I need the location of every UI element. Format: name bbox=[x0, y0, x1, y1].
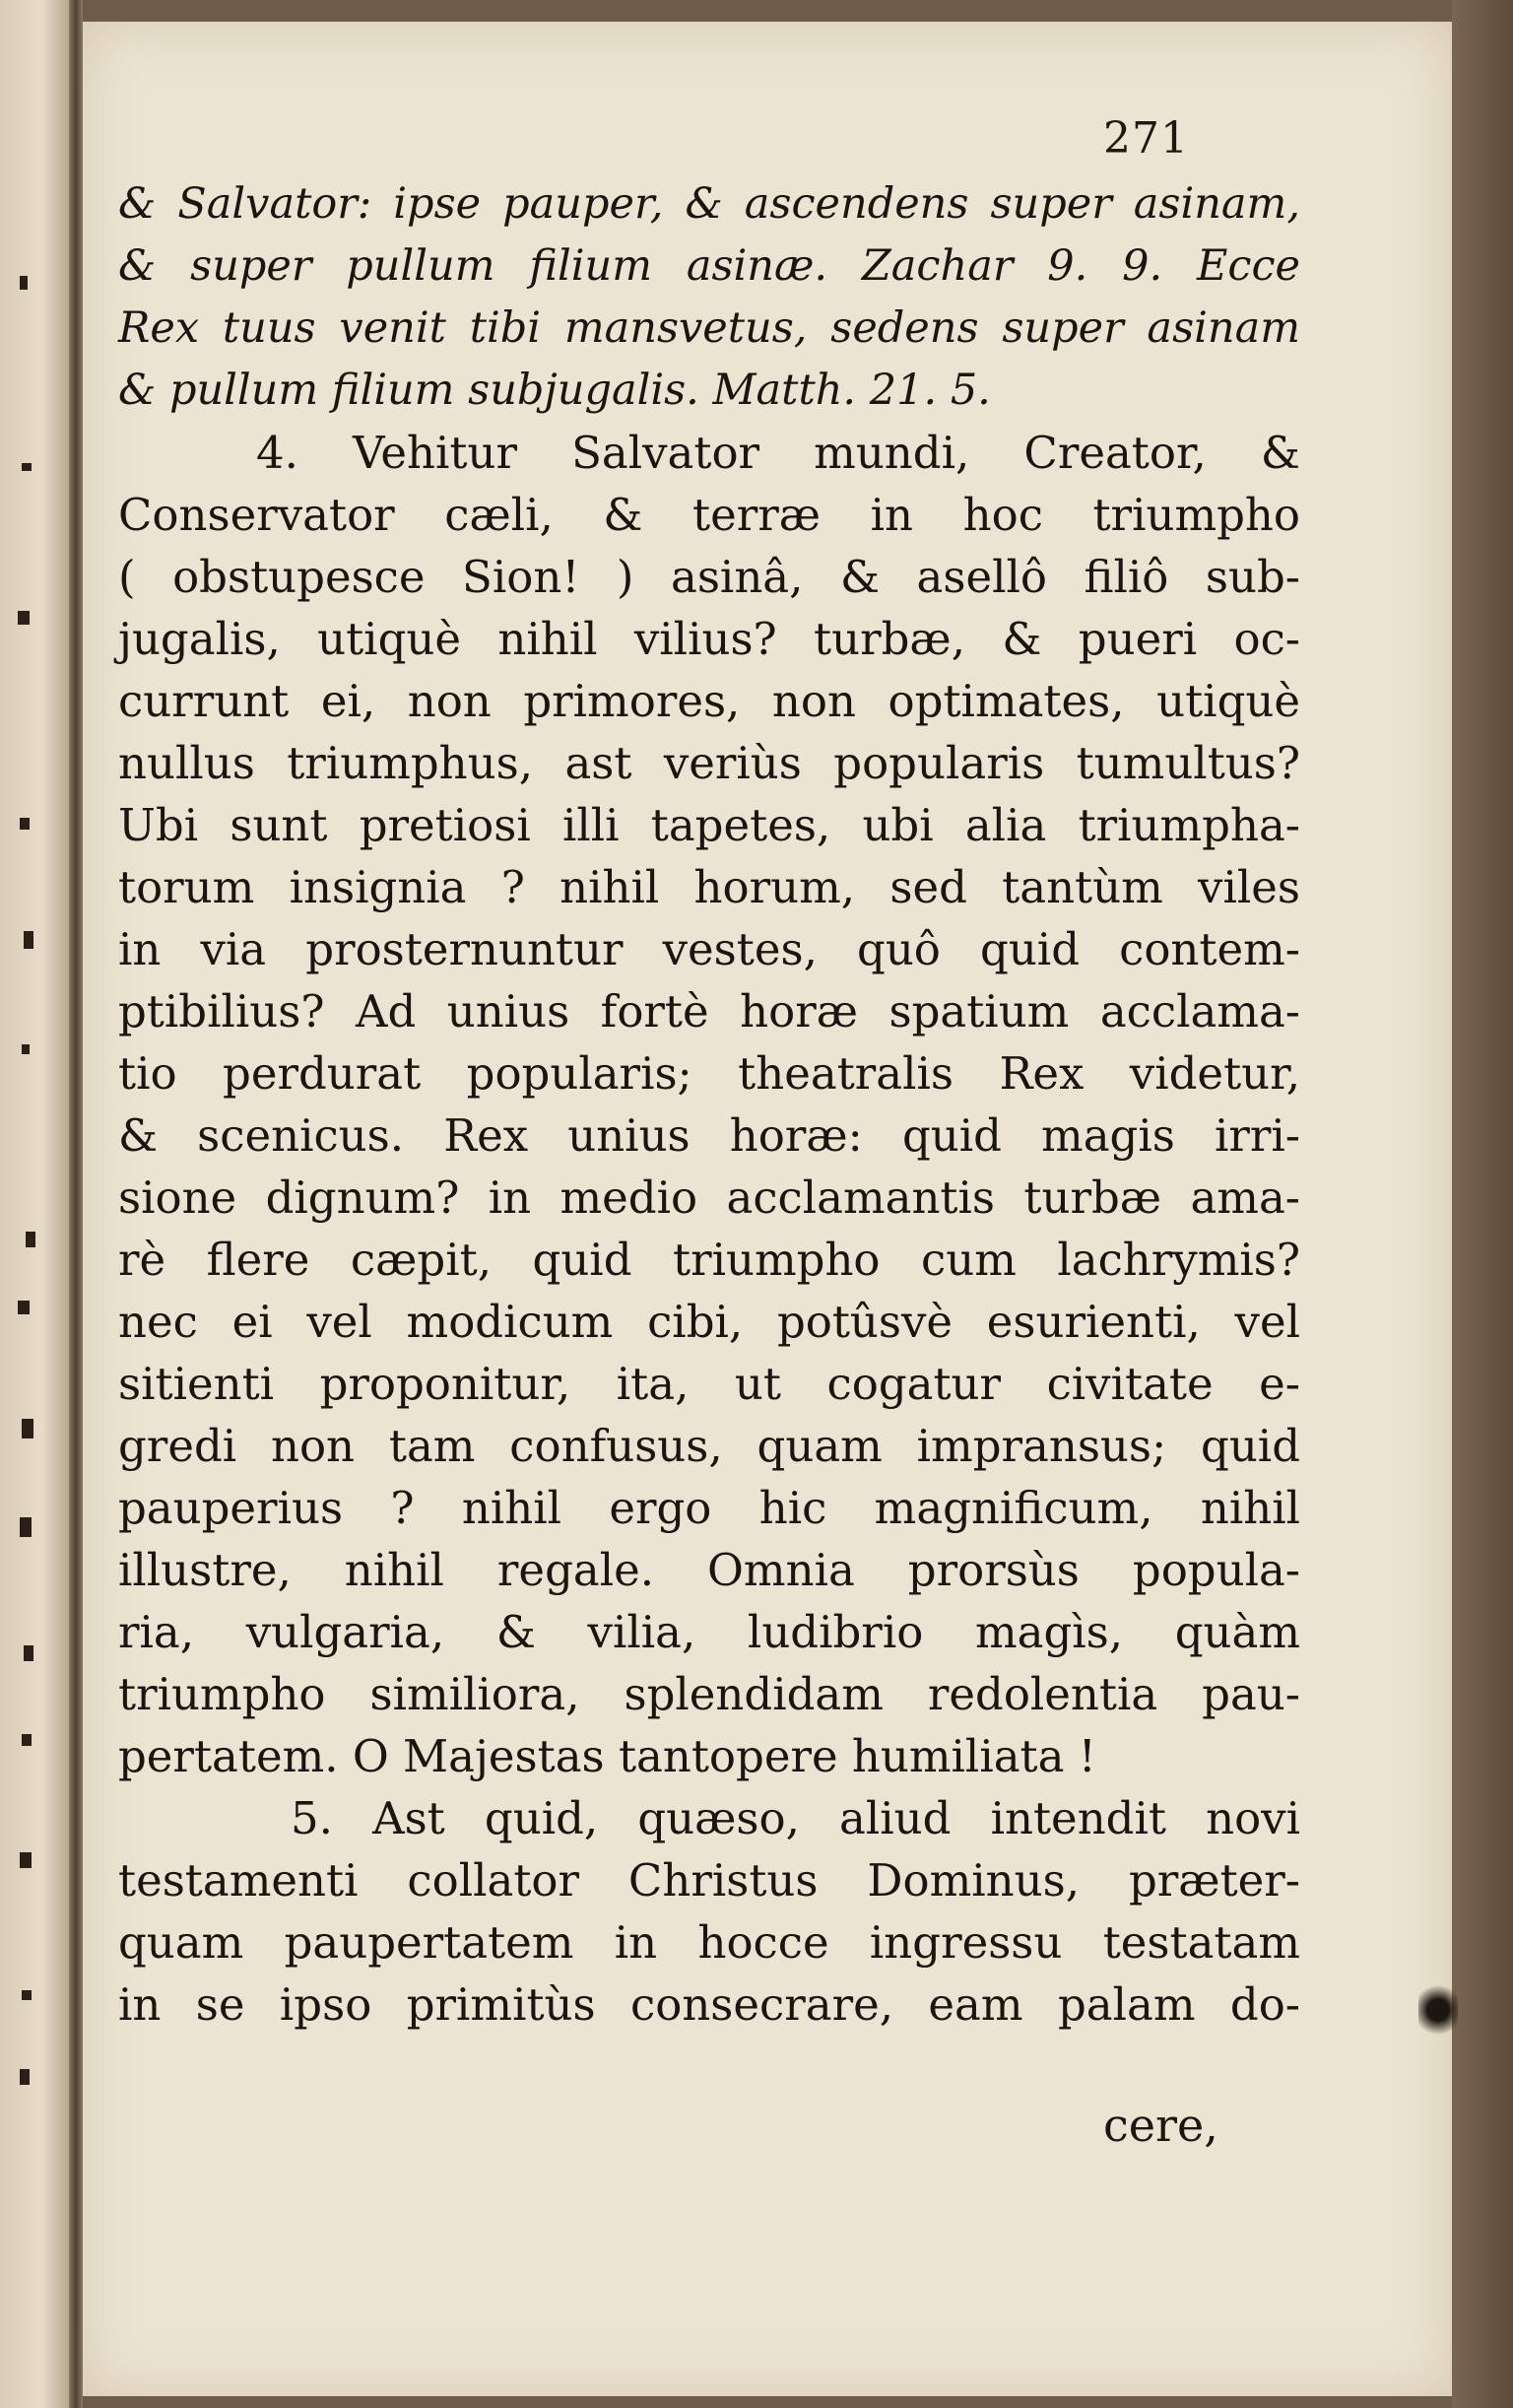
text-line: jugalis, utiquè nihil vilius? turbæ, & pueri oc- bbox=[118, 613, 1300, 665]
text-line: sione dignum? in medio acclamantis turbæ ama- bbox=[118, 1171, 1300, 1224]
text-line: Conservator cæli, & terræ in hoc triumpho bbox=[118, 489, 1300, 541]
text-line: & scenicus. Rex unius horæ: quid magis irri- bbox=[118, 1109, 1300, 1162]
text-line: ( obstupesce Sion! ) asinâ, & asellô filiô sub- bbox=[118, 551, 1300, 603]
book-gutter bbox=[69, 0, 83, 2408]
text-line: nullus triumphus, ast veriùs popularis tumultus? bbox=[118, 737, 1300, 789]
text-line: testamenti collator Christus Dominus, præter- bbox=[118, 1854, 1300, 1906]
text-line: nec ei vel modicum cibi, potûsvè esurienti, vel bbox=[118, 1296, 1300, 1348]
text-line: 5. Ast quid, quæso, aliud intendit novi bbox=[291, 1792, 1300, 1844]
body-text-block bbox=[118, 173, 1300, 2036]
text-line: Ubi sunt pretiosi illi tapetes, ubi alia triumpha- bbox=[118, 799, 1300, 851]
text-line: illustre, nihil regale. Omnia prorsùs popula- bbox=[118, 1544, 1300, 1596]
text-line: triumpho similiora, splendidam redolentia pau- bbox=[118, 1668, 1300, 1720]
right-background-edge bbox=[1452, 0, 1513, 2408]
text-line: ria, vulgaria, & vilia, ludibrio magìs, quàm bbox=[118, 1606, 1300, 1658]
text-line: 4. Vehitur Salvator mundi, Creator, & bbox=[256, 427, 1300, 479]
catchword: cere, bbox=[1103, 2099, 1218, 2152]
left-page-bleed-marks bbox=[0, 0, 69, 2408]
text-line: sitienti proponitur, ita, ut cogatur civitate e- bbox=[118, 1358, 1300, 1410]
text-line: Rex tuus venit tibi mansvetus, sedens super asinam bbox=[118, 303, 1300, 353]
text-line: tio perdurat popularis; theatralis Rex videtur, bbox=[118, 1047, 1300, 1100]
text-line: rè flere cæpit, quid triumpho cum lachrymis? bbox=[118, 1234, 1300, 1286]
text-line: & super pullum filium asinæ. Zachar 9. 9. Ecce bbox=[118, 241, 1300, 291]
text-line: in via prosternuntur vestes, quô quid contem- bbox=[118, 923, 1300, 975]
text-line: in se ipso primitùs consecrare, eam palam do- bbox=[118, 1978, 1300, 2031]
text-line: pertatem. O Majestas tantopere humiliata ! bbox=[118, 1730, 1096, 1782]
page-number: 271 bbox=[1103, 113, 1189, 164]
text-line: torum insignia ? nihil horum, sed tantùm viles bbox=[118, 861, 1300, 913]
text-line: quam paupertatem in hocce ingressu testatam bbox=[118, 1916, 1300, 1969]
text-line: gredi non tam confusus, quam impransus; quid bbox=[118, 1420, 1300, 1472]
text-line: ptibilius? Ad unius fortè horæ spatium acclama- bbox=[118, 985, 1300, 1037]
ink-stain bbox=[1418, 1980, 1458, 2040]
text-line: & Salvator: ipse pauper, & ascendens super asinam, bbox=[118, 179, 1300, 229]
text-line: pauperius ? nihil ergo hic magnificum, nihil bbox=[118, 1482, 1300, 1534]
text-line: & pullum filium subjugalis. Matth. 21. 5. bbox=[118, 366, 991, 415]
text-line: currunt ei, non primores, non optimates, utiquè bbox=[118, 675, 1300, 727]
